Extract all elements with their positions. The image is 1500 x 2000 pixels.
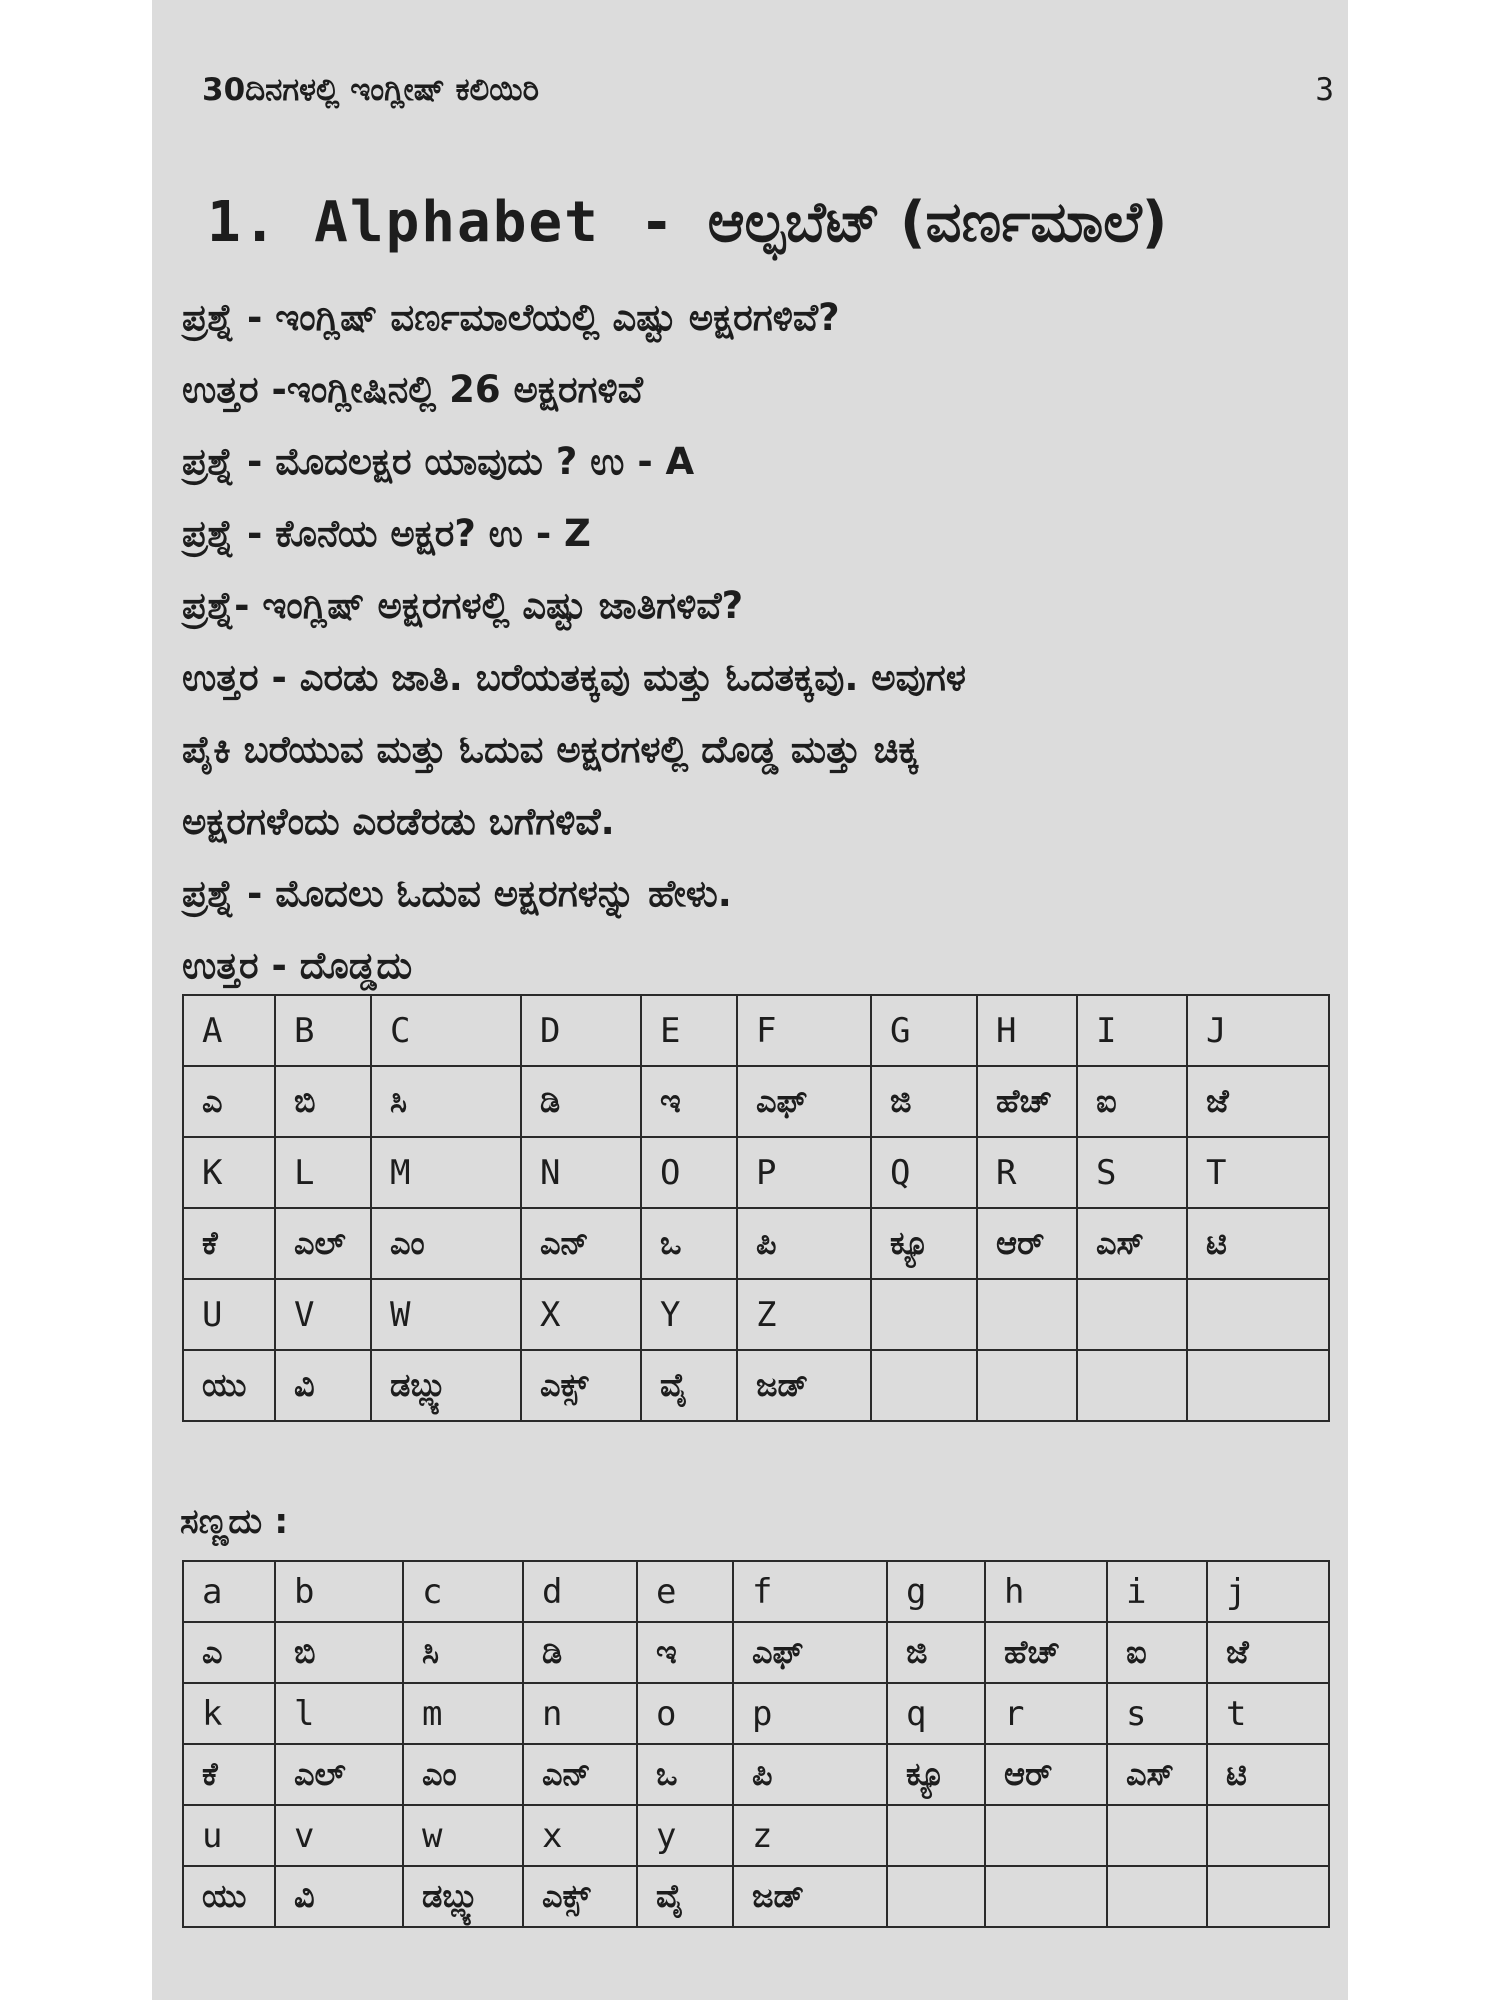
letter-cell bbox=[985, 1805, 1107, 1866]
letter-cell: v bbox=[275, 1805, 403, 1866]
kannada-pronunciation-row bbox=[183, 1866, 1329, 1927]
letter-cell: S bbox=[1077, 1137, 1187, 1208]
letter-cell: D bbox=[521, 995, 641, 1066]
letter-cell: t bbox=[1207, 1683, 1329, 1744]
chapter-heading bbox=[207, 190, 1167, 256]
pronunciation-cell: ಜಡ್ bbox=[733, 1866, 887, 1927]
letter-cell bbox=[1207, 1805, 1329, 1866]
pronunciation-cell: ಜಡ್ bbox=[737, 1350, 871, 1421]
pronunciation-cell: ಕ್ಯೂ bbox=[871, 1208, 977, 1279]
lowercase-label: ಸಣ್ಣದು : bbox=[180, 1502, 289, 1542]
letter-cell: r bbox=[985, 1683, 1107, 1744]
pronunciation-cell: ಆರ್ bbox=[977, 1208, 1077, 1279]
letter-cell: Q bbox=[871, 1137, 977, 1208]
pronunciation-cell: ಆರ್ bbox=[985, 1744, 1107, 1805]
chapter-dash: - bbox=[639, 190, 674, 255]
english-letter-row bbox=[183, 995, 1329, 1066]
letter-cell: h bbox=[985, 1561, 1107, 1622]
kannada-pronunciation-row bbox=[183, 1066, 1329, 1137]
pronunciation-cell: ಯು bbox=[183, 1866, 275, 1927]
pronunciation-cell bbox=[985, 1866, 1107, 1927]
letter-cell: a bbox=[183, 1561, 275, 1622]
text-line: ಪ್ರಶ್ನೆ - ಮೊದಲಕ್ಷರ ಯಾವುದು ? ಉ - A bbox=[182, 440, 695, 483]
pronunciation-cell: ಎಕ್ಸ್ bbox=[523, 1866, 637, 1927]
lowercase-alphabet-table bbox=[182, 1560, 1330, 1928]
letter-cell: f bbox=[733, 1561, 887, 1622]
pronunciation-cell: ಬಿ bbox=[275, 1622, 403, 1683]
letter-cell: U bbox=[183, 1279, 275, 1350]
english-letter-row bbox=[183, 1683, 1329, 1744]
letter-cell: R bbox=[977, 1137, 1077, 1208]
pronunciation-cell bbox=[871, 1350, 977, 1421]
letter-cell bbox=[1187, 1279, 1329, 1350]
kannada-pronunciation-row bbox=[183, 1744, 1329, 1805]
letter-cell: G bbox=[871, 995, 977, 1066]
letter-cell bbox=[977, 1279, 1077, 1350]
letter-cell: A bbox=[183, 995, 275, 1066]
pronunciation-cell: ಹೆಚ್ bbox=[985, 1622, 1107, 1683]
letter-cell: n bbox=[523, 1683, 637, 1744]
pronunciation-cell: ಕೆ bbox=[183, 1744, 275, 1805]
pronunciation-cell: ಐ bbox=[1077, 1066, 1187, 1137]
pronunciation-cell bbox=[1207, 1866, 1329, 1927]
letter-cell: c bbox=[403, 1561, 523, 1622]
pronunciation-cell: ಯು bbox=[183, 1350, 275, 1421]
pronunciation-cell: ಎಂ bbox=[403, 1744, 523, 1805]
pronunciation-cell: ವೈ bbox=[637, 1866, 733, 1927]
pronunciation-cell: ಎನ್ bbox=[523, 1744, 637, 1805]
text-line: ಅಕ್ಷರಗಳೆಂದು ಎರಡೆರಡು ಬಗೆಗಳಿವೆ. bbox=[182, 800, 615, 843]
pronunciation-cell bbox=[1077, 1350, 1187, 1421]
chapter-number-title: 1. Alphabet bbox=[207, 190, 600, 255]
pronunciation-cell: ಪಿ bbox=[733, 1744, 887, 1805]
letter-cell: K bbox=[183, 1137, 275, 1208]
letter-cell: p bbox=[733, 1683, 887, 1744]
pronunciation-cell: ಇ bbox=[641, 1066, 737, 1137]
pronunciation-cell: ಇ bbox=[637, 1622, 733, 1683]
pronunciation-cell: ಎಲ್ bbox=[275, 1208, 371, 1279]
pronunciation-cell: ಹೆಚ್ bbox=[977, 1066, 1077, 1137]
pronunciation-cell: ವಿ bbox=[275, 1866, 403, 1927]
pronunciation-cell: ಜೆ bbox=[1207, 1622, 1329, 1683]
kannada-pronunciation-row bbox=[183, 1350, 1329, 1421]
letter-cell: C bbox=[371, 995, 521, 1066]
pronunciation-cell: ಡಿ bbox=[523, 1622, 637, 1683]
letter-cell: k bbox=[183, 1683, 275, 1744]
letter-cell: z bbox=[733, 1805, 887, 1866]
english-letter-row bbox=[183, 1805, 1329, 1866]
letter-cell: F bbox=[737, 995, 871, 1066]
running-title: 30ದಿನಗಳಲ್ಲಿ ಇಂಗ್ಲೀಷ್ ಕಲಿಯಿರಿ bbox=[202, 72, 539, 108]
pronunciation-cell: ಎಸ್ bbox=[1107, 1744, 1207, 1805]
book-page bbox=[152, 0, 1348, 2000]
text-line: ಪ್ರಶ್ನೆ- ಇಂಗ್ಲಿಷ್ ಅಕ್ಷರಗಳಲ್ಲಿ ಎಷ್ಟು ಜಾತಿಗಳಿವೆ? bbox=[182, 584, 744, 627]
pronunciation-cell: ಎನ್ bbox=[521, 1208, 641, 1279]
letter-cell: L bbox=[275, 1137, 371, 1208]
letter-cell: W bbox=[371, 1279, 521, 1350]
letter-cell: T bbox=[1187, 1137, 1329, 1208]
letter-cell: u bbox=[183, 1805, 275, 1866]
pronunciation-cell: ಕೆ bbox=[183, 1208, 275, 1279]
pronunciation-cell: ಟಿ bbox=[1187, 1208, 1329, 1279]
letter-cell: s bbox=[1107, 1683, 1207, 1744]
letter-cell: Z bbox=[737, 1279, 871, 1350]
english-letter-row bbox=[183, 1279, 1329, 1350]
pronunciation-cell: ಎಫ್ bbox=[737, 1066, 871, 1137]
letter-cell: P bbox=[737, 1137, 871, 1208]
uppercase-alphabet-table bbox=[182, 994, 1330, 1422]
letter-cell: E bbox=[641, 995, 737, 1066]
pronunciation-cell bbox=[887, 1866, 985, 1927]
letter-cell: j bbox=[1207, 1561, 1329, 1622]
text-line: ಉತ್ತರ -ಇಂಗ್ಲೀಷಿನಲ್ಲಿ 26 ಅಕ್ಷರಗಳಿವೆ bbox=[182, 368, 643, 411]
pronunciation-cell bbox=[977, 1350, 1077, 1421]
letter-cell: b bbox=[275, 1561, 403, 1622]
pronunciation-cell: ವಿ bbox=[275, 1350, 371, 1421]
letter-cell: y bbox=[637, 1805, 733, 1866]
letter-cell: m bbox=[403, 1683, 523, 1744]
text-line: ಉತ್ತರ - ದೊಡ್ಡದು bbox=[182, 944, 413, 987]
pronunciation-cell: ಎಫ್ bbox=[733, 1622, 887, 1683]
letter-cell: e bbox=[637, 1561, 733, 1622]
letter-cell: I bbox=[1077, 995, 1187, 1066]
letter-cell bbox=[871, 1279, 977, 1350]
letter-cell: B bbox=[275, 995, 371, 1066]
english-letter-row bbox=[183, 1561, 1329, 1622]
pronunciation-cell: ಎಸ್ bbox=[1077, 1208, 1187, 1279]
letter-cell: g bbox=[887, 1561, 985, 1622]
text-line: ಪ್ರಶ್ನೆ - ಮೊದಲು ಓದುವ ಅಕ್ಷರಗಳನ್ನು ಹೇಳು. bbox=[182, 872, 732, 915]
pronunciation-cell: ಎ bbox=[183, 1622, 275, 1683]
pronunciation-cell: ಡಬ್ಲ್ಯು bbox=[403, 1866, 523, 1927]
pronunciation-cell: ಎಂ bbox=[371, 1208, 521, 1279]
pronunciation-cell: ಜೆ bbox=[1187, 1066, 1329, 1137]
letter-cell: N bbox=[521, 1137, 641, 1208]
pronunciation-cell: ಎಕ್ಸ್ bbox=[521, 1350, 641, 1421]
pronunciation-cell: ಒ bbox=[637, 1744, 733, 1805]
text-line: ಪ್ರಶ್ನೆ - ಕೊನೆಯ ಅಕ್ಷರ? ಉ - Z bbox=[182, 512, 591, 555]
text-line: ಪ್ರಶ್ನೆ - ಇಂಗ್ಲಿಷ್ ವರ್ಣಮಾಲೆಯಲ್ಲಿ ಎಷ್ಟು ಅಕ್ಷರಗಳಿವೆ? bbox=[182, 296, 840, 339]
letter-cell: J bbox=[1187, 995, 1329, 1066]
letter-cell: V bbox=[275, 1279, 371, 1350]
pronunciation-cell: ಕ್ಯೂ bbox=[887, 1744, 985, 1805]
pronunciation-cell: ಎಲ್ bbox=[275, 1744, 403, 1805]
text-line: ಉತ್ತರ - ಎರಡು ಜಾತಿ. ಬರೆಯತಕ್ಕವು ಮತ್ತು ಓದತಕ್ಕವು. ಅವುಗಳ bbox=[182, 656, 966, 699]
kannada-pronunciation-row bbox=[183, 1208, 1329, 1279]
text-line: ಪೈಕಿ ಬರೆಯುವ ಮತ್ತು ಓದುವ ಅಕ್ಷರಗಳಲ್ಲಿ ದೊಡ್ಡ ಮತ್ತು ಚಿಕ್ಕ bbox=[182, 728, 919, 771]
pronunciation-cell: ಡಿ bbox=[521, 1066, 641, 1137]
letter-cell: q bbox=[887, 1683, 985, 1744]
pronunciation-cell: ಬಿ bbox=[275, 1066, 371, 1137]
english-letter-row bbox=[183, 1137, 1329, 1208]
pronunciation-cell bbox=[1187, 1350, 1329, 1421]
pronunciation-cell: ಸಿ bbox=[403, 1622, 523, 1683]
letter-cell bbox=[1077, 1279, 1187, 1350]
letter-cell: O bbox=[641, 1137, 737, 1208]
page-number: 3 bbox=[1315, 72, 1334, 108]
letter-cell: X bbox=[521, 1279, 641, 1350]
pronunciation-cell: ಎ bbox=[183, 1066, 275, 1137]
pronunciation-cell: ಡಬ್ಲ್ಯು bbox=[371, 1350, 521, 1421]
pronunciation-cell: ಸಿ bbox=[371, 1066, 521, 1137]
pronunciation-cell: ಒ bbox=[641, 1208, 737, 1279]
kannada-pronunciation-row bbox=[183, 1622, 1329, 1683]
letter-cell: d bbox=[523, 1561, 637, 1622]
pronunciation-cell: ಜಿ bbox=[871, 1066, 977, 1137]
pronunciation-cell: ಐ bbox=[1107, 1622, 1207, 1683]
letter-cell: l bbox=[275, 1683, 403, 1744]
chapter-kannada-title: ಆಲ್ಫಬೆಟ್ (ವರ್ಣಮಾಲೆ) bbox=[707, 190, 1168, 255]
letter-cell: i bbox=[1107, 1561, 1207, 1622]
pronunciation-cell: ವೈ bbox=[641, 1350, 737, 1421]
letter-cell: x bbox=[523, 1805, 637, 1866]
letter-cell bbox=[1107, 1805, 1207, 1866]
letter-cell bbox=[887, 1805, 985, 1866]
pronunciation-cell bbox=[1107, 1866, 1207, 1927]
pronunciation-cell: ಟಿ bbox=[1207, 1744, 1329, 1805]
question-answer-text bbox=[182, 282, 1312, 1002]
letter-cell: M bbox=[371, 1137, 521, 1208]
letter-cell: w bbox=[403, 1805, 523, 1866]
pronunciation-cell: ಜಿ bbox=[887, 1622, 985, 1683]
pronunciation-cell: ಪಿ bbox=[737, 1208, 871, 1279]
letter-cell: o bbox=[637, 1683, 733, 1744]
letter-cell: H bbox=[977, 995, 1077, 1066]
letter-cell: Y bbox=[641, 1279, 737, 1350]
